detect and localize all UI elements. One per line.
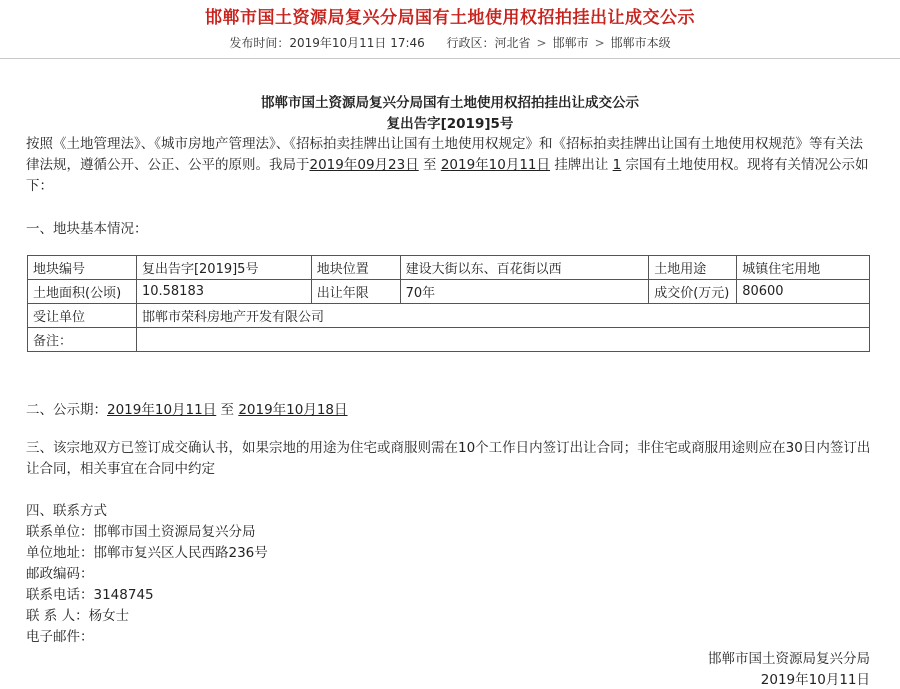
contact-postcode: 邮政编码： — [26, 566, 94, 582]
cell-label-land-use: 土地用途 — [649, 256, 737, 280]
contact-email: 电子邮件： — [26, 629, 94, 645]
cell-label-remark: 备注： — [28, 328, 137, 352]
parcel-table — [27, 255, 870, 352]
public-start-date: 2019年10月11日 — [107, 402, 217, 418]
chevron-right-icon: > — [536, 36, 547, 50]
cell-grantee: 邯郸市荣科房地产开发有限公司 — [136, 304, 869, 328]
intro-text-3: 宗国有土地使用权。现将有关情况公示如下： — [26, 157, 869, 194]
region-label: 行政区： — [446, 36, 495, 50]
cell-label-grantee: 受让单位 — [28, 304, 137, 328]
cell-label-location: 地块位置 — [311, 256, 400, 280]
header-divider — [0, 58, 900, 59]
cell-label-parcel-id: 地块编号 — [28, 256, 137, 280]
cell-land-use: 城镇住宅用地 — [737, 256, 870, 280]
table-row — [28, 280, 870, 304]
section4-heading: 四、联系方式 — [26, 503, 107, 519]
cell-label-price: 成交价(万元) — [649, 280, 737, 304]
section2-heading: 二、公示期： — [26, 402, 107, 418]
intro-to: 至 — [423, 157, 437, 173]
cell-area: 10.58183 — [136, 280, 311, 304]
listing-start-date: 2019年09月23日 — [309, 157, 419, 173]
table-row — [28, 328, 870, 352]
cell-term: 70年 — [400, 280, 649, 304]
publish-time: 2019年10月11日 17:46 — [289, 36, 425, 50]
contact-person: 联 系 人：杨女士 — [26, 608, 130, 624]
signature-date: 2019年10月11日 — [760, 672, 870, 688]
meta-line — [0, 34, 900, 51]
intro-text-1: 按照《土地管理法》、《城市房地产管理法》、《招标拍卖挂牌出让国有土地使用权规定》和《招标拍卖挂牌出让国有土地使用权规范》等有关法律法规，遵循公开、公正、公平的原则。我局于 — [26, 136, 863, 173]
contact-phone: 联系电话：3148745 — [26, 587, 154, 603]
cell-parcel-id: 复出告字[2019]5号 — [136, 256, 311, 280]
contact-unit: 联系单位：邯郸市国土资源局复兴分局 — [26, 524, 256, 540]
cell-label-term: 出让年限 — [311, 280, 400, 304]
cell-label-area: 土地面积(公顷) — [28, 280, 137, 304]
region-district[interactable]: 邯郸市本级 — [610, 36, 671, 50]
contact-address: 单位地址：邯郸市复兴区人民西路236号 — [26, 545, 268, 561]
section2-to: 至 — [220, 402, 235, 418]
cell-location: 建设大街以东、百花街以西 — [400, 256, 649, 280]
notice-title: 邯郸市国土资源局复兴分局国有土地使用权招拍挂出让成交公示 — [261, 95, 639, 111]
section3-paragraph: 三、该宗地双方已签订成交确认书，如果宗地的用途为住宅或商服则需在10个工作日内签订出让合同；非住宅或商服用途则应在30日内签订出让合同，相关事宜在合同中约定 — [26, 440, 871, 477]
listing-end-date: 2019年10月11日 — [440, 157, 551, 173]
region-city[interactable]: 邯郸市 — [552, 36, 589, 50]
cell-price: 80600 — [737, 280, 870, 304]
table-row — [28, 256, 870, 280]
signature-org: 邯郸市国土资源局复兴分局 — [708, 651, 870, 667]
page-title: 邯郸市国土资源局复兴分局国有土地使用权招拍挂出让成交公示 — [205, 8, 695, 28]
section1-heading: 一、地块基本情况： — [26, 221, 148, 237]
public-end-date: 2019年10月18日 — [238, 402, 348, 418]
region-province[interactable]: 河北省 — [494, 36, 531, 50]
notice-subtitle: 复出告字[2019]5号 — [386, 116, 514, 132]
intro-text-2: 挂牌出让 — [554, 157, 609, 173]
intro-paragraph — [26, 134, 876, 197]
section2-line — [26, 398, 348, 418]
cell-remark — [136, 328, 869, 352]
parcel-count: 1 — [612, 157, 622, 173]
table-row — [28, 304, 870, 328]
chevron-right-icon: > — [594, 36, 605, 50]
publish-time-label: 发布时间： — [229, 36, 290, 50]
